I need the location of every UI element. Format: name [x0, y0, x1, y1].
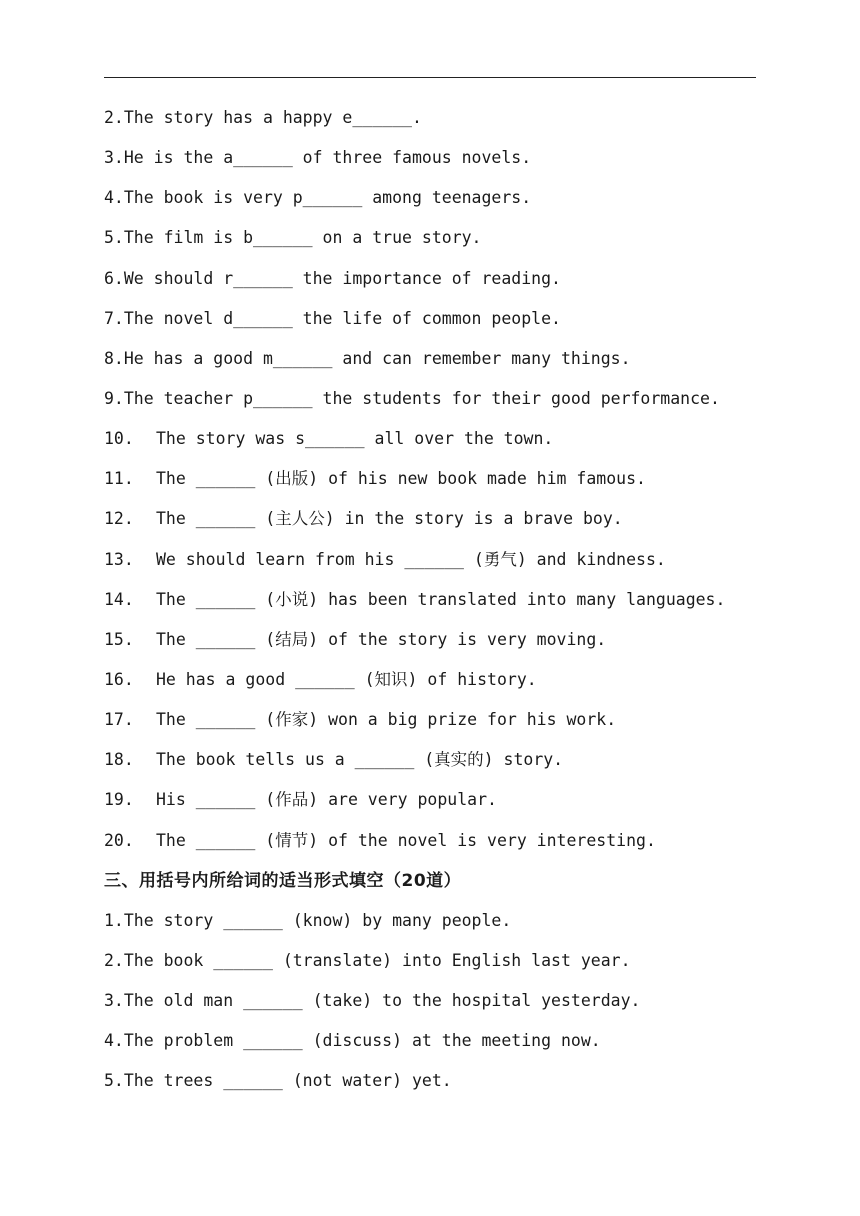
exercise-item — [104, 827, 784, 867]
exercise-item — [104, 184, 784, 224]
item-number: 9. — [104, 388, 124, 408]
item-text: He has a good m______ and can remember many things. — [123, 348, 631, 368]
item-text: The novel d______ the life of common people. — [123, 308, 561, 328]
item-text: The ______ (作家) won a big prize for his work. — [156, 710, 617, 730]
item-text: He has a good ______ (知识) of history. — [156, 669, 537, 689]
section-heading: 三、用括号内所给词的适当形式填空（20道） — [104, 870, 462, 891]
item-text: The old man ______ (take) to the hospital yesterday. — [123, 991, 641, 1011]
item-text: The ______ (出版) of his new book made him famous. — [156, 469, 646, 489]
item-number: 13. — [104, 549, 134, 569]
item-number: 10. — [104, 429, 134, 449]
item-text: We should r______ the importance of reading. — [123, 268, 561, 288]
exercise-item — [104, 345, 784, 385]
item-text: The ______ (小说) has been translated into many languages. — [156, 589, 726, 609]
exercise-item — [104, 907, 784, 947]
item-text: The story was s______ all over the town. — [156, 429, 554, 449]
item-text: The book ______ (translate) into English last year. — [123, 950, 631, 970]
exercise-item — [104, 305, 784, 345]
item-text: The book is very p______ among teenagers. — [123, 188, 532, 208]
item-text: The teacher p______ the students for their good performance. — [123, 388, 720, 408]
item-number: 3. — [104, 991, 124, 1011]
item-number: 17. — [104, 710, 134, 730]
exercise-item — [104, 505, 784, 545]
exercise-item — [104, 987, 784, 1027]
item-number: 19. — [104, 790, 134, 810]
item-number: 15. — [104, 629, 134, 649]
item-number: 1. — [104, 910, 124, 930]
exercise-item — [104, 947, 784, 987]
item-number: 2. — [104, 108, 124, 127]
item-number: 6. — [104, 268, 124, 288]
item-number: 18. — [104, 750, 134, 770]
item-number: 3. — [104, 148, 124, 168]
item-number: 7. — [104, 308, 124, 328]
exercise-item — [104, 666, 784, 706]
item-number: 4. — [104, 1031, 124, 1051]
exercise-item — [104, 546, 784, 586]
item-text: The ______ (主人公) in the story is a brave boy. — [156, 509, 623, 529]
item-text: The film is b______ on a true story. — [123, 228, 482, 248]
item-number: 4. — [104, 188, 124, 208]
exercise-item — [104, 425, 784, 465]
item-number: 5. — [104, 228, 124, 248]
item-number: 14. — [104, 589, 134, 609]
exercise-item — [104, 144, 784, 184]
item-number: 8. — [104, 348, 124, 368]
exercise-item — [104, 586, 784, 626]
item-text: We should learn from his ______ (勇气) and kindness. — [156, 549, 666, 569]
exercise-item — [104, 626, 784, 666]
item-number: 5. — [104, 1071, 124, 1091]
worksheet-content — [104, 104, 784, 1108]
header-rule — [104, 77, 756, 78]
item-text: The problem ______ (discuss) at the meeting now. — [123, 1031, 601, 1051]
item-text: The trees ______ (not water) yet. — [123, 1071, 452, 1091]
item-number: 2. — [104, 950, 124, 970]
item-text: The book tells us a ______ (真实的) story. — [156, 750, 564, 770]
exercise-item — [104, 224, 784, 264]
exercise-item — [104, 385, 784, 425]
item-text: The ______ (结局) of the story is very moving. — [156, 629, 607, 649]
item-text: The story has a happy e______. — [123, 108, 422, 127]
item-text: The ______ (情节) of the novel is very interesting. — [156, 830, 656, 850]
item-text: The story ______ (know) by many people. — [123, 910, 512, 930]
exercise-item — [104, 265, 784, 305]
item-number: 20. — [104, 830, 134, 850]
exercise-item — [104, 1067, 784, 1107]
exercise-item — [104, 706, 784, 746]
exercise-item — [104, 465, 784, 505]
exercise-item — [104, 786, 784, 826]
exercise-item — [104, 1027, 784, 1067]
item-number: 11. — [104, 469, 134, 489]
item-number: 12. — [104, 509, 134, 529]
item-number: 16. — [104, 669, 134, 689]
item-text: His ______ (作品) are very popular. — [156, 790, 497, 810]
item-text: He is the a______ of three famous novels. — [123, 148, 532, 168]
exercise-item — [104, 104, 784, 144]
exercise-item — [104, 746, 784, 786]
